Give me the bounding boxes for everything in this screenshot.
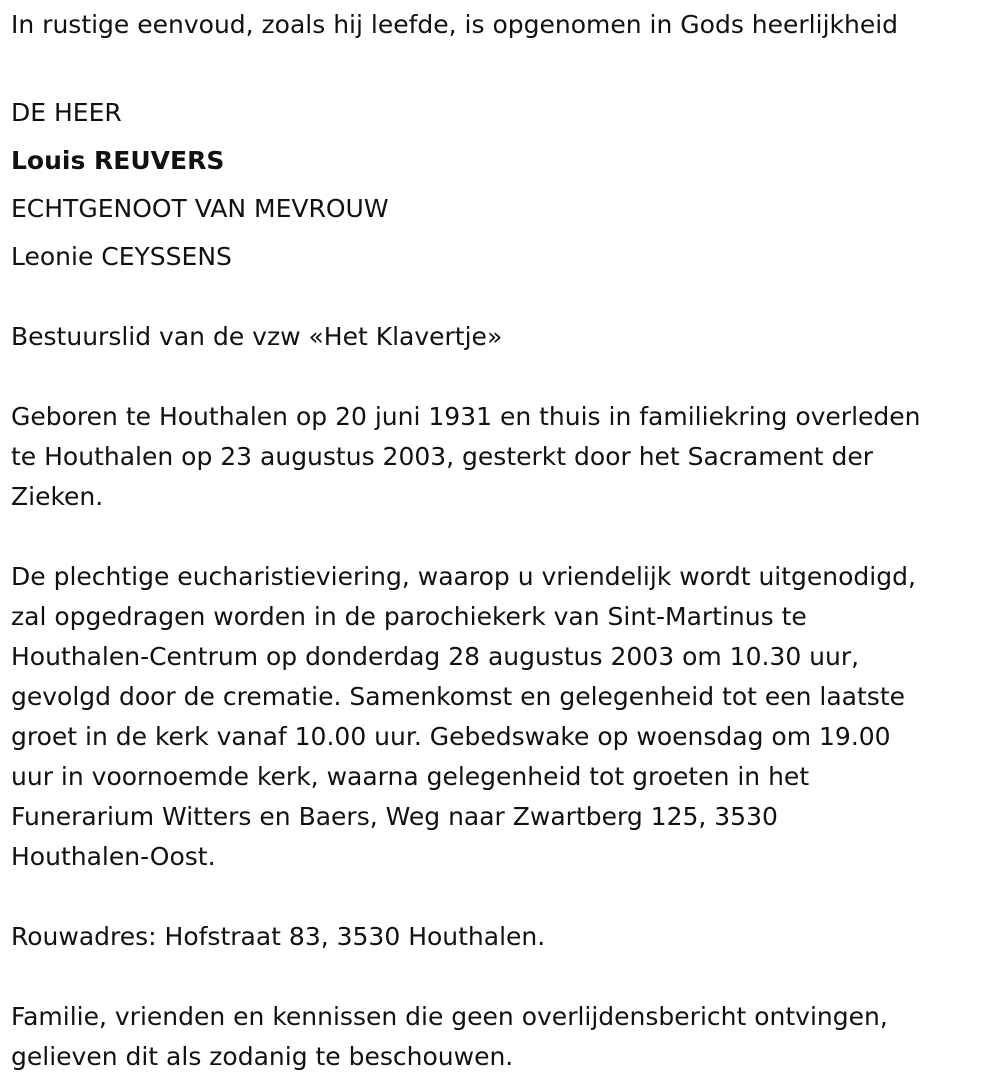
spouse-name: Leonie CEYSSENS bbox=[11, 242, 232, 271]
spacer bbox=[11, 85, 986, 93]
spacer bbox=[11, 133, 986, 141]
spacer bbox=[11, 277, 986, 317]
birth-death-paragraph: Geboren te Houthalen op 20 juni 1931 en thuis in familiekring overleden te Houthalen op 23 augustus 2003, gesterkt door het Sacrament der Zieken. bbox=[11, 402, 921, 511]
honorific: DE HEER bbox=[11, 98, 122, 127]
spacer bbox=[11, 357, 986, 397]
spacer bbox=[11, 229, 986, 237]
spacer bbox=[11, 181, 986, 189]
spacer bbox=[11, 517, 986, 557]
spacer bbox=[11, 877, 986, 917]
ceremony-paragraph: De plechtige eucharistieviering, waarop u vriendelijk wordt uitgenodigd, zal opgedragen worden in de parochiekerk van Sint-Martinus te Houthalen-Centrum op donderdag 28 augustus 2003 om 10.30 uur, gevolgd door de crematie. Samenkomst en gelegenheid tot een laatste groet in de kerk vanaf 10.00 uur. Gebedswake op woensdag om 19.00 uur in voornoemde kerk, waarna gelegenheid tot groeten in het Funerarium Witters en Baers, Weg naar Zwartberg 125, 3530 Houthalen-Oost. bbox=[11, 562, 916, 871]
deceased-name: Louis REUVERS bbox=[11, 146, 225, 175]
spacer bbox=[11, 45, 986, 85]
obituary-notice bbox=[11, 5, 986, 1077]
intro-text: In rustige eenvoud, zoals hij leefde, is opgenomen in Gods heerlijkheid bbox=[11, 10, 899, 39]
mourning-address: Rouwadres: Hofstraat 83, 3530 Houthalen. bbox=[11, 922, 546, 951]
spacer bbox=[11, 957, 986, 997]
relation-label: ECHTGENOOT VAN MEVROUW bbox=[11, 194, 389, 223]
closing-paragraph: Familie, vrienden en kennissen die geen overlijdensbericht ontvingen, gelieven dit als zodanig te beschouwen. bbox=[11, 1002, 888, 1071]
role-text: Bestuurslid van de vzw «Het Klavertje» bbox=[11, 322, 503, 351]
